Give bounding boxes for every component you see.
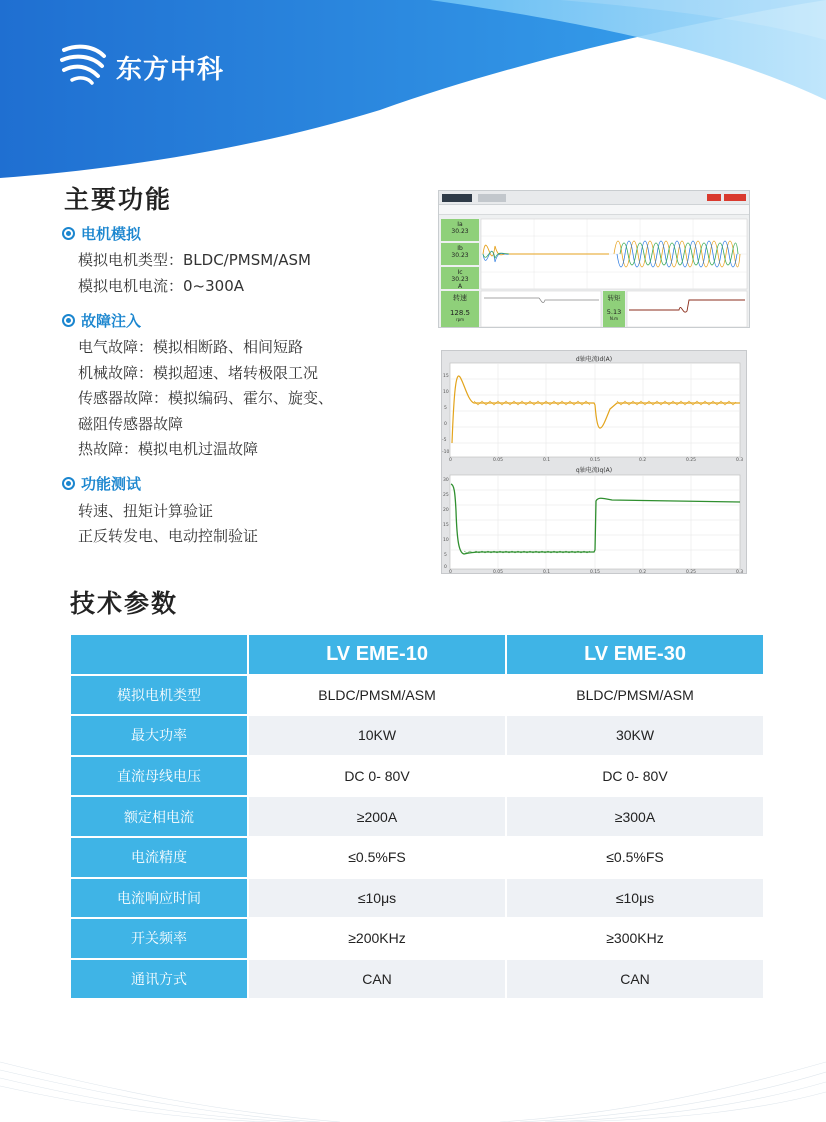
spec-value: BLDC/PMSM/ASM [507, 676, 763, 715]
ib-readout [441, 245, 479, 259]
y-tick: 25 [443, 493, 449, 498]
x-tick: 0.15 [590, 458, 601, 463]
target-bullet-icon [62, 477, 75, 490]
spec-row [71, 757, 763, 796]
spec-value: ≥300KHz [507, 919, 763, 958]
spec-label: 电流响应时间 [71, 879, 247, 918]
x-tick: 0 [449, 570, 452, 575]
spec-value: 10KW [249, 716, 505, 755]
spec-label: 电流精度 [71, 838, 247, 877]
feature-group-motor-sim [62, 222, 422, 299]
ic-label: Ic [457, 269, 463, 276]
app-red-button [724, 194, 746, 201]
torque-readout [603, 293, 625, 321]
speed-value: 128.5 [449, 309, 471, 317]
app-toolbar [439, 205, 749, 215]
id-plot-title: d轴电流Id(A) [575, 356, 613, 363]
spec-label: 开关频率 [71, 919, 247, 958]
ic-value: 30.23 [451, 276, 469, 283]
x-tick: 0.1 [543, 458, 551, 463]
spec-value: CAN [507, 960, 763, 999]
feature-line: 电气故障：模拟相断路、相间短路 [78, 338, 304, 356]
y-tick: 10 [443, 538, 449, 543]
spec-value: ≥200KHz [249, 919, 505, 958]
x-tick: 0.2 [639, 458, 647, 463]
app-tab [478, 194, 506, 202]
y-tick: 0 [444, 565, 447, 570]
specs-title: 技术参数 [70, 589, 179, 618]
torque-value: 5.13 [606, 308, 622, 316]
spec-row [71, 960, 763, 999]
brand-logo [58, 36, 224, 88]
y-tick: 5 [444, 406, 447, 411]
software-screenshot [438, 190, 750, 328]
y-tick: -5 [442, 438, 447, 443]
y-tick: 20 [443, 508, 449, 513]
x-tick: 0.05 [493, 458, 504, 463]
y-tick: 5 [444, 553, 447, 558]
logo-mark-icon [58, 36, 110, 88]
header-banner [0, 0, 826, 180]
spec-value: ≥200A [249, 797, 505, 836]
ia-label: Ia [457, 221, 463, 228]
x-tick: 0.05 [493, 570, 504, 575]
target-bullet-icon [62, 314, 75, 327]
current-plots [442, 351, 748, 575]
ib-value: 30.23 [451, 252, 469, 259]
y-tick: 10 [443, 390, 449, 395]
model-header: LV EME-30 [507, 635, 763, 674]
app-red-button [707, 194, 721, 201]
spec-table [69, 633, 765, 1000]
spec-value: ≤0.5%FS [249, 838, 505, 877]
spec-value: DC 0- 80V [249, 757, 505, 796]
target-bullet-icon [62, 227, 75, 240]
feature-line: 热故障：模拟电机过温故障 [78, 440, 259, 458]
spec-row [71, 919, 763, 958]
feature-line: 磁阻传感器故障 [78, 414, 184, 433]
feature-line: 模拟电机类型：BLDC/PMSM/ASM [78, 251, 311, 269]
feature-group-fault-injection [62, 309, 422, 463]
spec-value: ≤10μs [249, 879, 505, 918]
feature-line: 机械故障：模拟超速、堵转极限工况 [78, 363, 319, 382]
y-tick: 30 [443, 478, 449, 483]
feature-group-title-text: 电机模拟 [81, 224, 142, 243]
spec-row [71, 676, 763, 715]
feature-group-title [62, 309, 422, 331]
feature-line: 转速、扭矩计算验证 [78, 501, 214, 520]
ic-readout [441, 269, 479, 290]
speed-label: 转速 [453, 294, 467, 302]
spec-label: 模拟电机类型 [71, 676, 247, 715]
ia-readout [441, 221, 479, 235]
current-unit: A [457, 283, 463, 290]
spec-value: BLDC/PMSM/ASM [249, 676, 505, 715]
spec-row [71, 797, 763, 836]
x-tick: 0.3 [736, 570, 744, 575]
x-tick: 0.15 [590, 570, 601, 575]
spec-value: ≤0.5%FS [507, 838, 763, 877]
spec-label: 通讯方式 [71, 960, 247, 999]
iq-plot-title: q轴电流Iq(A) [575, 467, 613, 474]
spec-value: 30KW [507, 716, 763, 755]
spec-label: 额定相电流 [71, 797, 247, 836]
app-logo [442, 194, 472, 202]
current-plots-screenshot [441, 350, 747, 574]
y-tick: 15 [443, 523, 449, 528]
x-tick: 0.3 [736, 458, 744, 463]
y-tick: 0 [444, 422, 447, 427]
y-tick: -10 [442, 450, 450, 455]
feature-group-title-text: 故障注入 [81, 311, 142, 330]
spec-label: 直流母线电压 [71, 757, 247, 796]
app-titlebar [439, 191, 749, 205]
features-title: 主要功能 [64, 185, 173, 214]
feature-group-title [62, 222, 422, 244]
spec-value: DC 0- 80V [507, 757, 763, 796]
spec-row [71, 838, 763, 877]
feature-line: 模拟电机电流：0~300A [78, 276, 245, 295]
brand-name: 东方中科 [116, 54, 225, 85]
model-header: LV EME-10 [249, 635, 505, 674]
torque-label: 转矩 [607, 294, 621, 302]
spec-row [71, 716, 763, 755]
feature-group-title [62, 473, 422, 495]
footer-wave-decoration [0, 1022, 826, 1122]
feature-line: 正反转发电、电动控制验证 [78, 527, 259, 545]
x-tick: 0.25 [686, 458, 697, 463]
features-list [62, 222, 422, 560]
spec-row [71, 879, 763, 918]
x-tick: 0.1 [543, 570, 551, 575]
spec-header-row [71, 635, 763, 674]
spec-value: ≤10μs [507, 879, 763, 918]
x-tick: 0 [449, 458, 452, 463]
spec-corner-cell [71, 635, 247, 674]
feature-group-function-test [62, 473, 422, 550]
ib-label: Ib [457, 245, 463, 252]
x-tick: 0.25 [686, 570, 697, 575]
torque-unit: N.m [609, 316, 619, 321]
speed-unit: rpm [455, 317, 465, 322]
spec-label: 最大功率 [71, 716, 247, 755]
app-plots [439, 216, 750, 328]
feature-line: 传感器故障：模拟编码、霍尔、旋变、 [78, 389, 334, 407]
feature-group-title-text: 功能测试 [81, 475, 142, 493]
spec-value: CAN [249, 960, 505, 999]
speed-readout [441, 293, 479, 322]
y-tick: 15 [443, 374, 449, 379]
spec-value: ≥300A [507, 797, 763, 836]
ia-value: 30.23 [451, 228, 469, 235]
x-tick: 0.2 [639, 570, 647, 575]
